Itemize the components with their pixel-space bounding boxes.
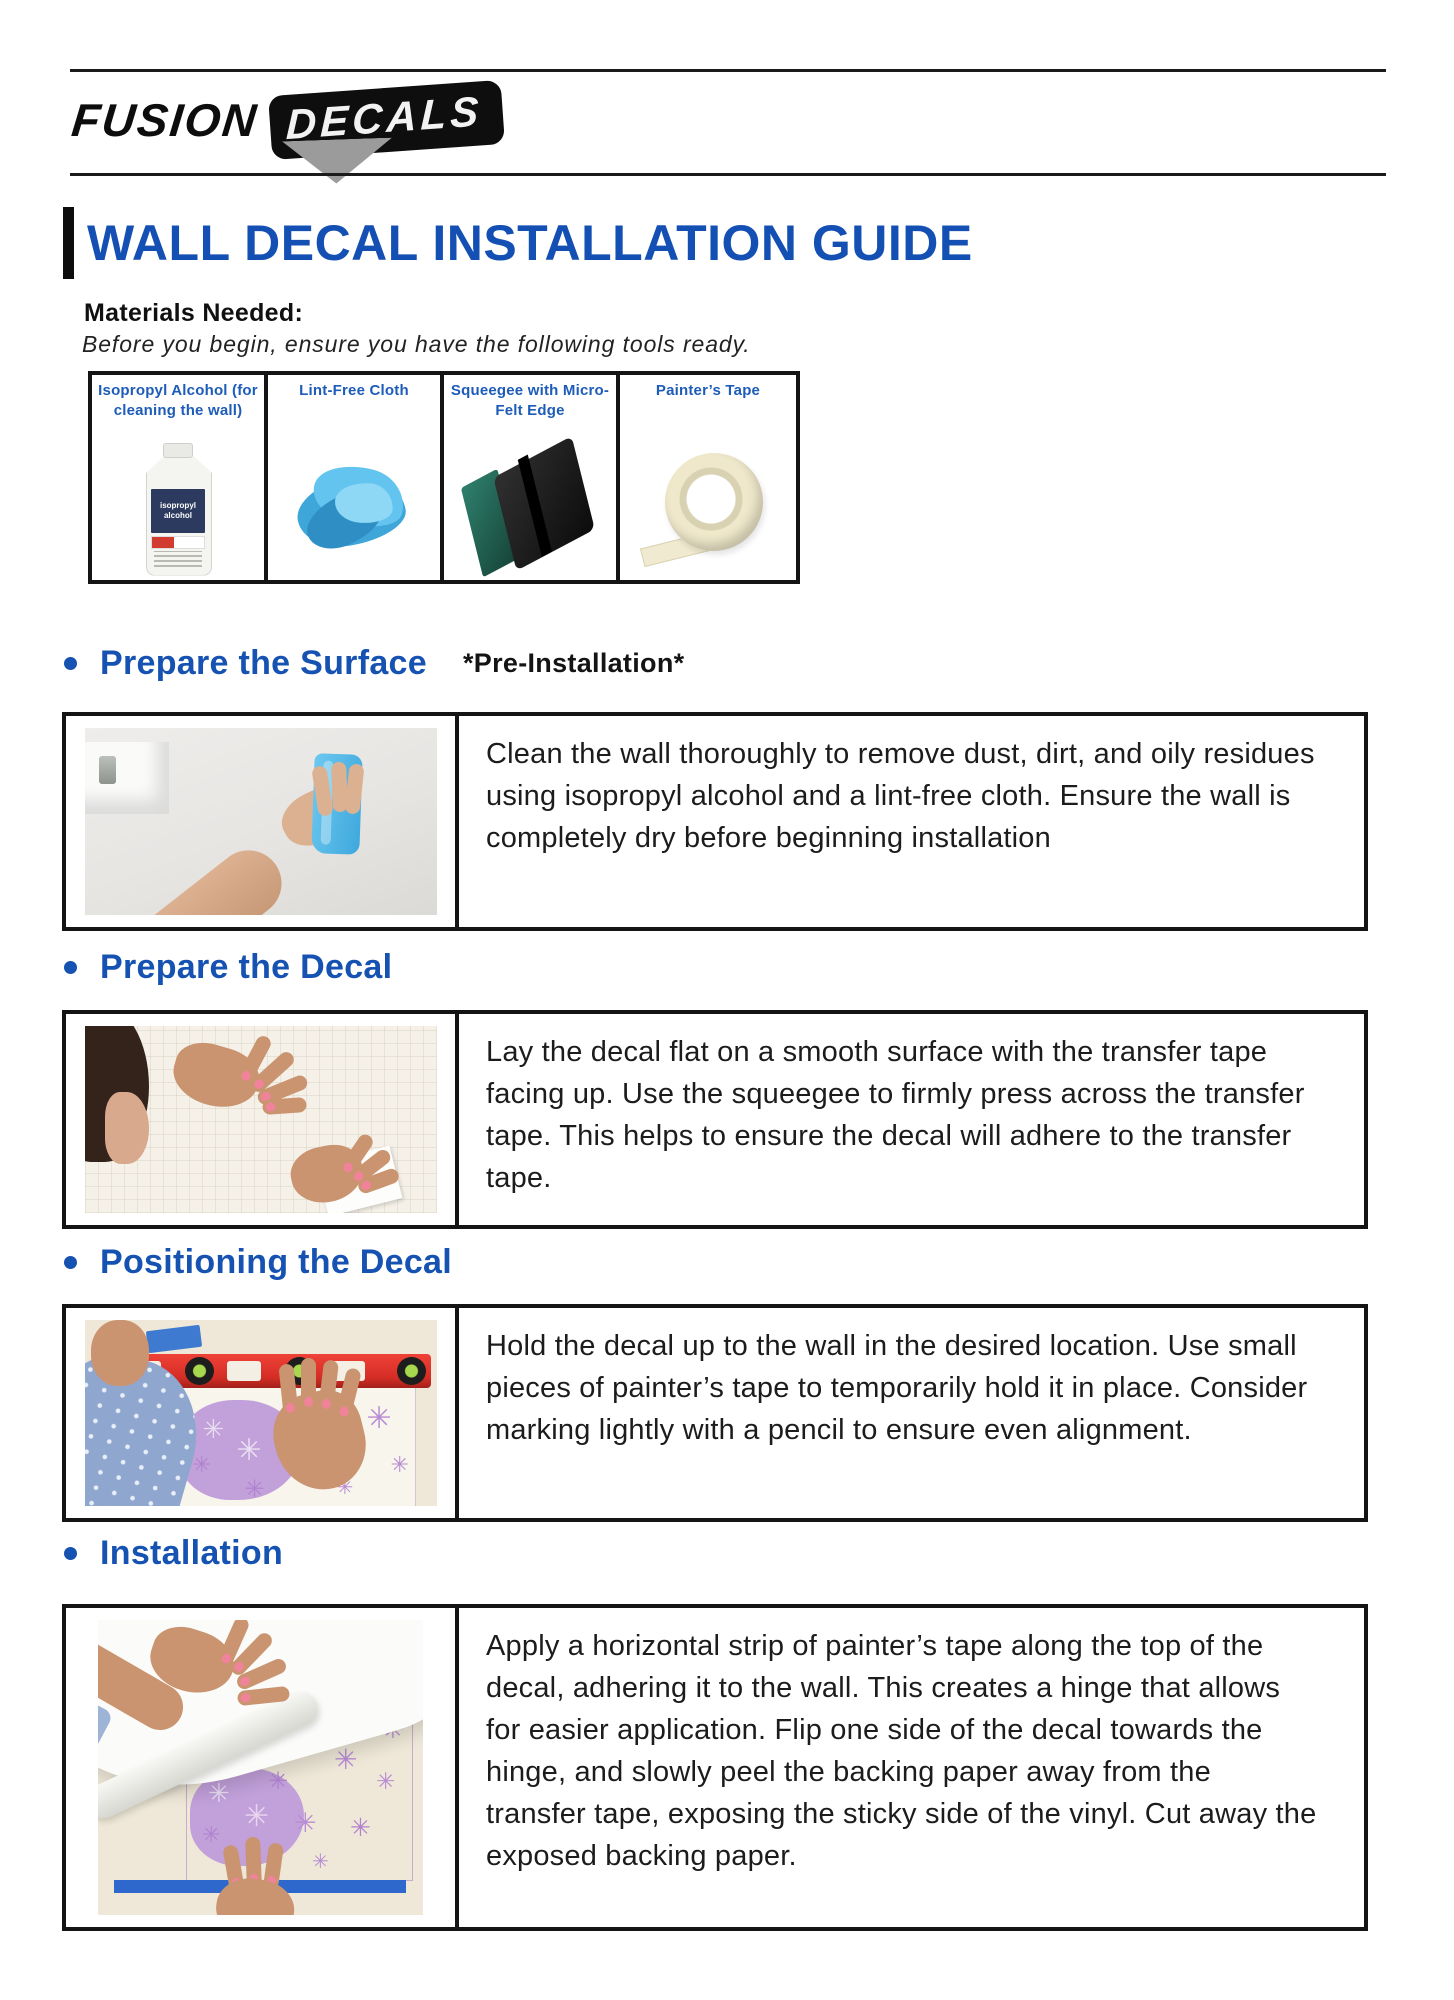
materials-label: Materials Needed: [84,299,304,327]
star-decal [312,1852,329,1872]
photo-pressing-decal-flat [85,1026,437,1213]
photo-leveling-decal [85,1320,437,1506]
shelf-jar [99,756,116,784]
step-photo-cell [66,1308,459,1518]
star-decal [391,1454,409,1476]
wall-shelf [85,742,169,814]
title-row [63,207,973,279]
step-body-text: Apply a horizontal strip of painter’s tape along the top of the decal, adhering it to the wall. This creates a hinge that allows for easier application. Flip one side of the decal towards the hinge, and slowly peel the backing paper away from the transfer tape, exposing the sticky side of the vinyl. Cut away the exposed backing paper. [486,1630,1317,1872]
alcohol-bottle-graphic [146,443,210,575]
step-photo-cell [66,716,459,927]
star-decal [244,1802,269,1832]
squeegee-graphic [455,443,604,575]
bottle-warning-strip [151,536,205,549]
bottle-label-line2: alcohol [163,510,192,520]
finger [301,1358,316,1410]
materials-note: Before you begin, ensure you have the following tools ready. [82,331,751,357]
star-decal [334,1746,357,1774]
step-table-prepare-decal [62,1010,1368,1229]
step-table-installation [62,1604,1368,1931]
step-table-positioning-decal [62,1304,1368,1522]
lint-free-cloth-image [273,441,435,576]
section-title: Prepare the Surface [100,644,427,682]
material-item-squeegee [444,375,620,580]
step-body-text: Lay the decal flat on a smooth surface with the transfer tape facing up. Use the squeegee to firmly press across the transfer tape. This helps to ensure the decal will adhere to the transfer tape. [486,1036,1305,1194]
star-decal [202,1824,220,1846]
logo-fusion-text: FUSION [69,94,261,146]
photo-peeling-backing-paper [98,1620,423,1915]
section-heading-prepare-decal [64,948,392,987]
top-divider [70,69,1386,72]
bottle-cap [163,443,193,458]
material-item-lint-free-cloth [268,375,444,580]
star-decal [294,1810,317,1837]
material-item-painters-tape [620,375,796,580]
photo-hand-wiping-wall [85,728,437,915]
bottle-fine-print [154,551,202,567]
tape-roll [665,453,763,551]
bullet-icon [64,1547,77,1560]
arm [85,837,295,915]
star-decal [208,1780,230,1806]
step-body-text: Clean the wall thoroughly to remove dust, dirt, and oily residues using isopropyl alcohol and a lint-free cloth. Ensure the wall is completely dry before beginning installation [486,738,1315,854]
tape-roll-graphic [641,453,775,565]
section-title: Installation [100,1534,284,1572]
logo-bottom-divider [70,173,1386,176]
bottle-warning-chip [152,537,174,548]
painters-tape-image [625,441,791,576]
bottle-label [151,489,205,533]
material-name: Painter’s Tape [655,382,761,399]
star-decal [376,1770,395,1793]
material-name: Squeegee with Micro-Felt Edge [450,382,610,419]
materials-table [88,371,800,584]
step-body-text: Hold the decal up to the wall in the desired location. Use small pieces of painter’s tape to temporarily hold it in place. Consider marking lightly with a pencil to ensure even alignment. [486,1330,1308,1446]
logo-decals-badge [268,80,505,160]
material-name: Isopropyl Alcohol (for cleaning the wall) [98,382,258,419]
logo-decals-text: DECALS [285,87,483,149]
star-decal [268,1770,288,1794]
bullet-icon [64,1256,77,1269]
section-heading-installation [64,1534,283,1573]
star-decal [203,1416,225,1442]
bullet-icon [64,657,77,670]
step-photo-cell [66,1014,459,1225]
isopropyl-alcohol-image [97,441,259,576]
person-face [105,1092,149,1164]
brand-logo [69,87,502,152]
section-title: Positioning the Decal [100,1243,453,1281]
star-decal [350,1816,371,1841]
painters-tape-piece [145,1325,201,1353]
left-hand [91,1320,149,1386]
section-suffix: *Pre-Installation* [462,648,685,678]
section-heading-prepare-surface [64,644,684,683]
step-table-prepare-surface [62,712,1368,931]
section-title: Prepare the Decal [100,948,393,986]
level-vial [185,1357,214,1385]
squeegee-image [449,441,611,576]
star-decal [193,1454,211,1476]
material-item-isopropyl-alcohol [92,375,268,580]
title-accent-bar [63,207,74,279]
bottle-label-line1: isopropyl [159,501,196,511]
level-slot [227,1361,261,1381]
step-photo-cell [66,1608,459,1927]
star-decal [367,1404,392,1434]
material-name: Lint-Free Cloth [299,382,409,399]
section-heading-positioning-decal [64,1243,452,1282]
page-title: WALL DECAL INSTALLATION GUIDE [87,215,973,271]
bullet-icon [64,961,77,974]
level-vial [397,1357,426,1385]
star-decal [245,1478,265,1502]
finger [262,1097,307,1115]
star-decal [237,1436,262,1466]
blue-cloth-graphic [291,463,417,555]
